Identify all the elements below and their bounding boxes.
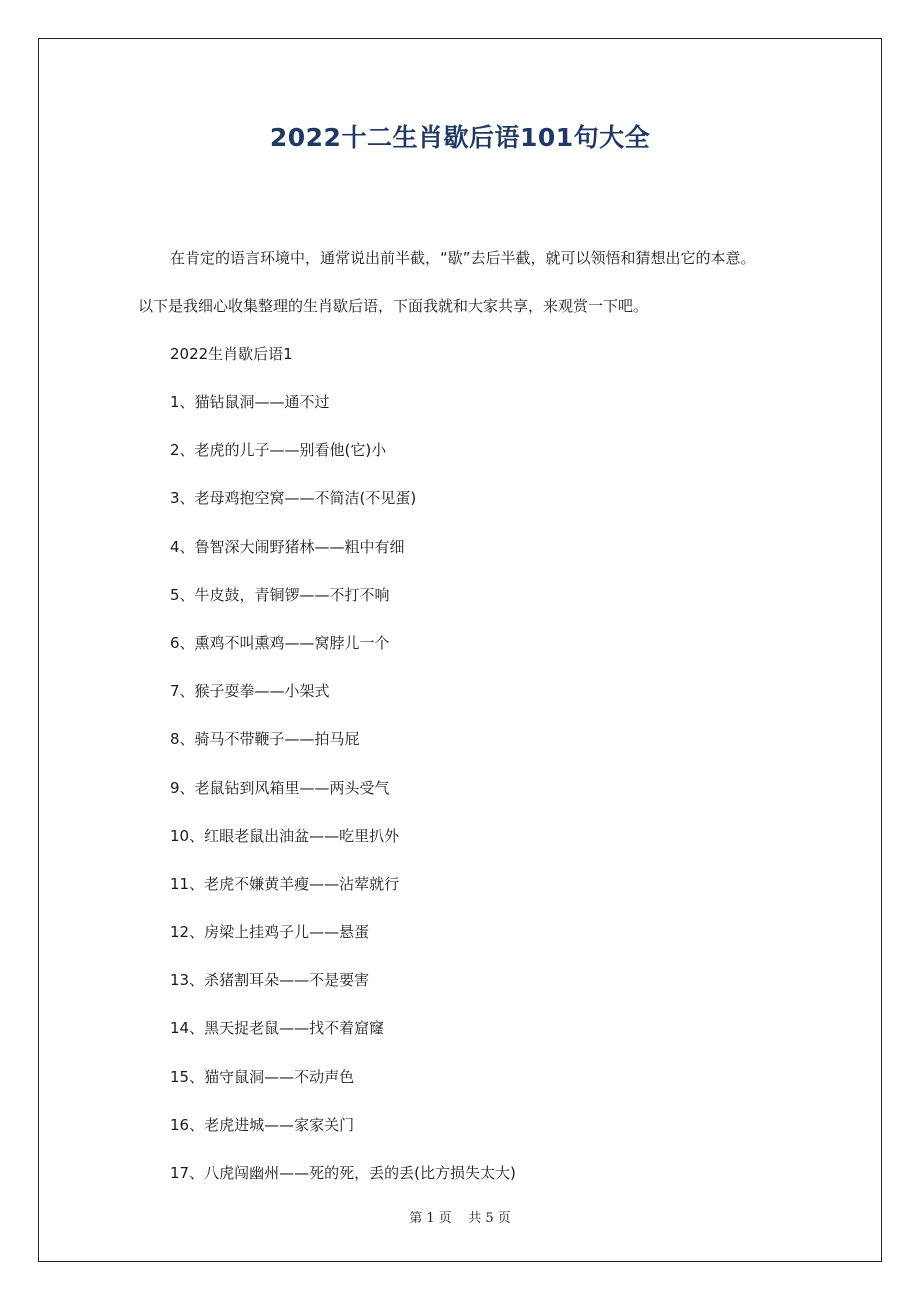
list-item: 11、老虎不嫌黄羊瘦——沾荤就行 [170,874,400,893]
page-footer [0,1207,920,1226]
list-item: 9、老鼠钻到风箱里——两头受气 [170,778,390,797]
list-item: 10、红眼老鼠出油盆——吃里扒外 [170,826,400,845]
list-item: 4、鲁智深大闹野猪林——粗中有细 [170,537,405,556]
list-item: 8、骑马不带鞭子——拍马屁 [170,730,360,749]
list-item: 15、猫守鼠洞——不动声色 [170,1067,355,1086]
page-total-label: 共 5 页 [468,1211,511,1226]
section-heading: 2022生肖歇后语1 [170,345,293,363]
list-item: 14、黑天捉老鼠——找不着窟窿 [170,1019,385,1038]
list-item: 12、房梁上挂鸡子儿——悬蛋 [170,923,370,942]
list-item: 7、猴子耍拳——小架式 [170,682,330,701]
list-item: 13、杀猪割耳朵——不是要害 [170,971,370,990]
intro-paragraph-line-2: 以下是我细心收集整理的生肖歇后语，下面我就和大家共享，来观赏一下吧。 [138,297,649,315]
list-item: 16、老虎进城——家家关门 [170,1115,355,1134]
page-number-label: 第 1 页 [409,1211,452,1226]
list-item: 6、熏鸡不叫熏鸡——窝脖儿一个 [170,633,390,652]
list-item: 3、老母鸡抱空窝——不简洁(不见蛋) [170,489,417,508]
list-item: 17、八虎闯幽州——死的死，丢的丢(比方损失太大) [170,1164,516,1182]
list-item: 5、牛皮鼓，青铜锣——不打不响 [170,585,390,604]
list-item: 2、老虎的儿子——别看他(它)小 [170,441,387,460]
proverb-list [170,392,516,1211]
list-item: 1、猫钻鼠洞——通不过 [170,393,330,411]
intro-paragraph-line-1: 在肯定的语言环境中，通常说出前半截，“歇”去后半截，就可以领悟和猜想出它的本意。 [170,249,756,267]
document-title: 2022十二生肖歇后语101句大全 [269,123,651,152]
